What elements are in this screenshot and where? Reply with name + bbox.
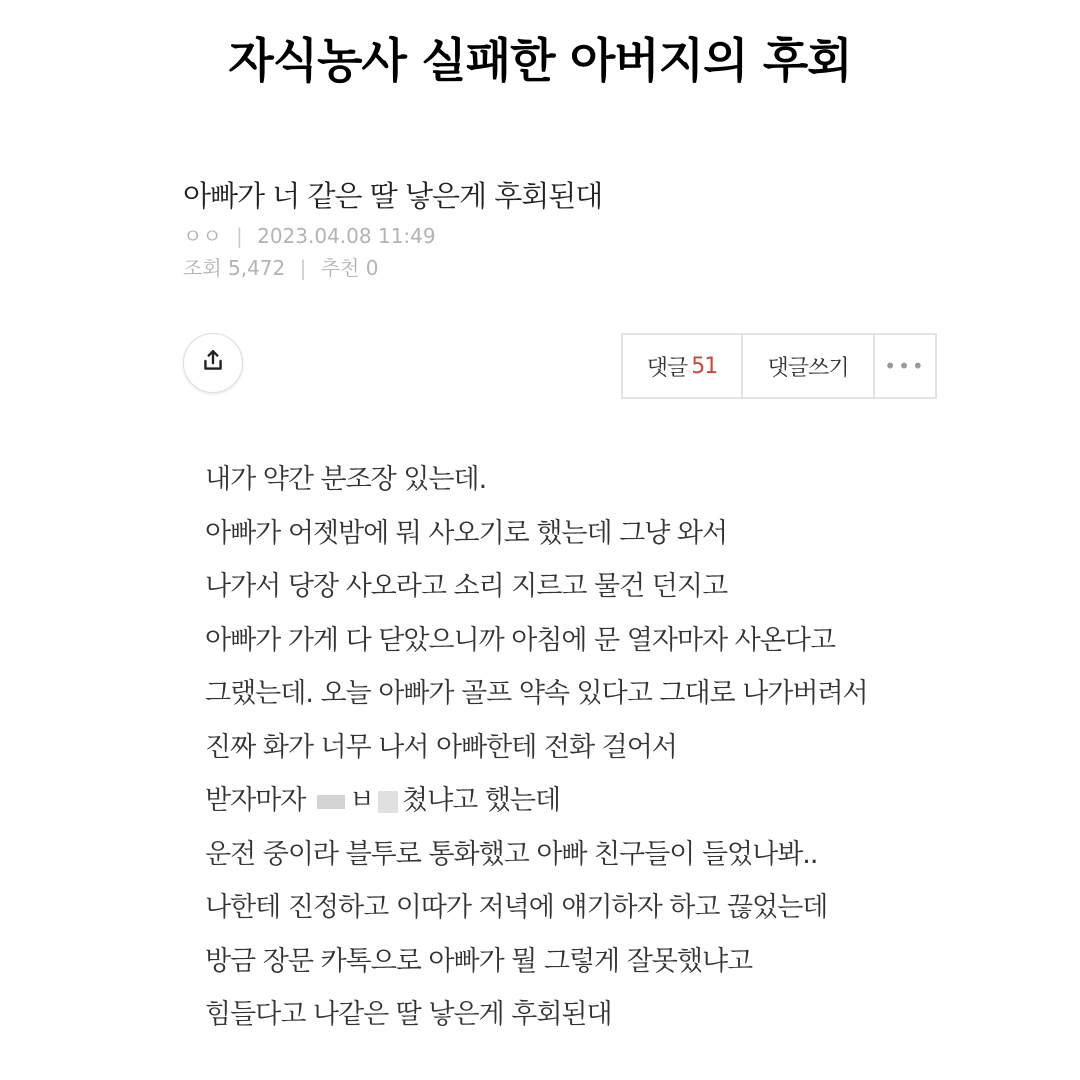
body-line: 나가서 당장 사오라고 소리 지르고 물건 던지고 <box>205 571 728 602</box>
recommend-count: 0 <box>365 256 379 280</box>
share-button[interactable] <box>183 333 243 393</box>
body-line-end: 쳤냐고 했는데 <box>402 785 561 816</box>
body-line: 나한테 진정하고 이따가 저녁에 얘기하자 하고 끊었는데 <box>205 892 828 923</box>
more-icon: ••• <box>884 354 926 378</box>
body-line: 그랬는데. 오늘 아빠가 골프 약속 있다고 그대로 나가버려서 <box>205 678 868 709</box>
body-line: 진짜 화가 너무 나서 아빠한테 전화 걸어서 <box>205 731 677 763</box>
body-line: 운전 중이라 블투로 통화했고 아빠 친구들이 들었나봐.. <box>205 838 818 870</box>
comments-label: 댓글 <box>646 355 688 381</box>
write-comment-label: 댓글쓰기 <box>767 355 849 381</box>
body-line-start: 받자마자 <box>205 785 306 816</box>
body-line: 방금 장문 카톡으로 아빠가 뭘 그렇게 잘못했냐고 <box>205 945 753 977</box>
post-title[interactable]: 아빠가 너 같은 딸 낳은게 후회된대 <box>183 179 603 213</box>
body-line: 아빠가 가게 다 닫았으니까 아침에 문 열자마자 사온다고 <box>205 624 835 656</box>
post-action-group <box>621 333 937 399</box>
meta-divider: | <box>236 224 243 248</box>
write-comment-button[interactable] <box>743 335 875 397</box>
more-options-button[interactable] <box>875 335 935 397</box>
post-author-row <box>183 222 436 250</box>
censored-text-block <box>317 795 345 809</box>
comments-count: 51 <box>691 353 718 379</box>
body-line: 아빠가 어젯밤에 뭐 사오기로 했는데 그냥 와서 <box>205 517 728 549</box>
post-stats-row <box>183 254 378 282</box>
views-count: 5,472 <box>228 256 286 280</box>
views-label: 조회 <box>183 256 222 280</box>
body-line: 내가 약간 분조장 있는데. <box>205 464 487 495</box>
meta-divider: | <box>299 256 307 280</box>
body-line-censored-char: ㅂ <box>348 785 375 816</box>
body-line: 힘들다고 나같은 딸 낳은게 후회된대 <box>205 999 612 1030</box>
post-date: 2023.04.08 11:49 <box>257 224 436 248</box>
body-line <box>205 774 965 828</box>
comments-button[interactable] <box>623 335 743 397</box>
post-author[interactable]: ㅇㅇ <box>183 224 222 248</box>
recommend-label: 추천 <box>320 256 360 280</box>
post-body <box>205 453 965 1042</box>
censored-text-block <box>378 791 398 813</box>
share-icon <box>200 348 226 378</box>
page-headline: 자식농사 실패한 아버지의 후회 <box>228 34 852 89</box>
